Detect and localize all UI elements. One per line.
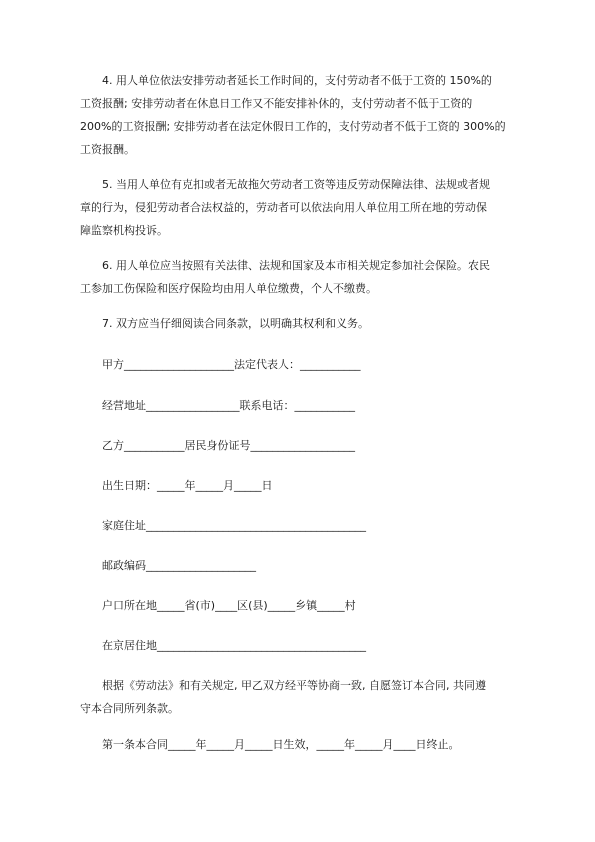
birth-date-field: 出生日期：_____年_____月_____日: [102, 479, 273, 492]
closing-line-1: 根据《劳动法》和有关规定, 甲乙双方经平等协商一致, 自愿签订本合同, 共同遵: [102, 679, 486, 692]
para-5-line-2: 章的行为，侵犯劳动者合法权益的，劳动者可以依法向用人单位用工所在地的劳动保: [80, 201, 487, 214]
para-4-line-4: 工资报酬。: [80, 143, 135, 156]
postal-code-field: 邮政编码____________________: [102, 559, 256, 572]
beijing-residence-field: 在京居住地______________________________________: [102, 639, 366, 652]
para-7-line-1: 7. 双方应当仔细阅读合同条款，以明确其权利和义务。: [102, 317, 369, 330]
para-6-line-2: 工参加工伤保险和医疗保险均由用人单位缴费，个人不缴费。: [80, 282, 377, 295]
para-4-line-2: 工资报酬; 安排劳动者在休息日工作又不能安排补休的，支付劳动者不低于工资的: [80, 97, 473, 110]
para-6-line-1: 6. 用人单位应当按照有关法律、法规和国家及本市相关规定参加社会保险。农民: [102, 259, 490, 272]
closing-line-2: 守本合同所列条款。: [80, 702, 179, 715]
business-address-field: 经营地址_________________联系电话：___________: [102, 399, 355, 412]
party-b-field: 乙方___________居民身份证号___________________: [102, 439, 355, 452]
para-4-line-3: 200%的工资报酬; 安排劳动者在法定休假日工作的，支付劳动者不低于工资的 300%的: [80, 120, 506, 133]
para-4-line-1: 4. 用人单位依法安排劳动者延长工作时间的，支付劳动者不低于工资的 150%的: [102, 74, 492, 87]
para-5-line-3: 障监察机构投诉。: [80, 224, 168, 237]
article-one: 第一条本合同_____年_____月_____日生效，_____年_____月____日终止。: [102, 738, 460, 751]
para-5-line-1: 5. 当用人单位有克扣或者无故拖欠劳动者工资等违反劳动保障法律、法规或者规: [102, 178, 490, 191]
party-a-field: 甲方____________________法定代表人：___________: [102, 358, 361, 371]
household-registration-field: 户口所在地_____省(市)____区(县)_____乡镇_____村: [102, 599, 356, 612]
home-address-field: 家庭住址________________________________________: [102, 519, 366, 532]
